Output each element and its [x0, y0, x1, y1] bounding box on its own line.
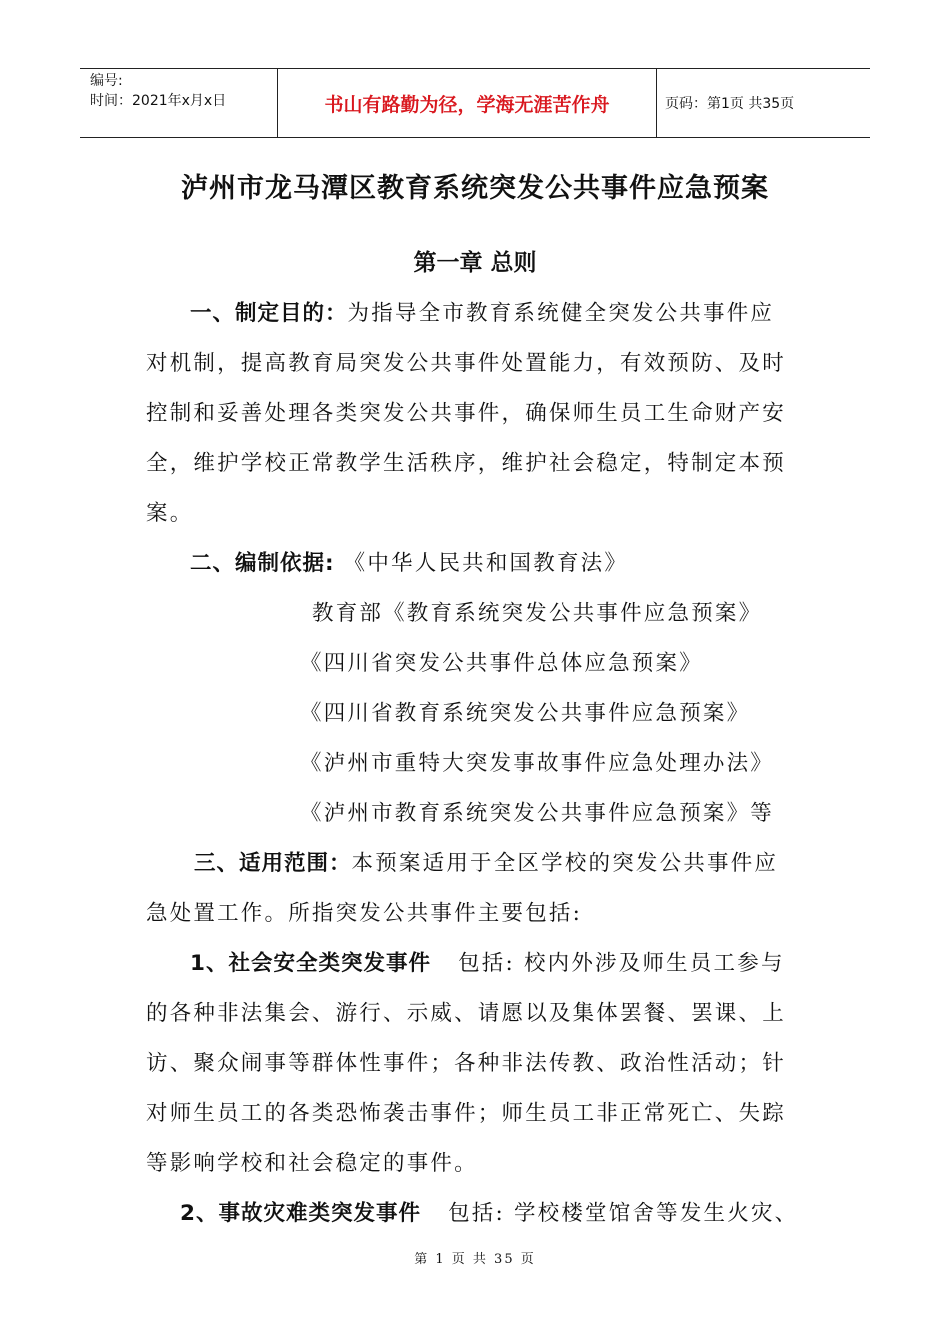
- basis-item: 教育部《教育系统突发公共事件应急预案》: [312, 601, 763, 626]
- section1-text: 为指导全市教育系统健全突发公共事件应: [347, 301, 775, 326]
- basis-item: 《中华人民共和国教育法》: [343, 551, 629, 576]
- header-slogan: 书山有路勤为径，学海无涯苦作舟: [278, 69, 657, 137]
- section3-line2: 急处置工作。所指突发公共事件主要包括:: [146, 901, 583, 926]
- item1-heading: 1、社会安全类突发事件: [190, 951, 431, 976]
- page-footer: 第 1 页 共 35 页: [414, 1252, 536, 1267]
- section1-line5: 案。: [146, 501, 194, 526]
- basis-item: 《四川省教育系统突发公共事件应急预案》: [300, 701, 751, 726]
- section1-line2: 对机制，提高教育局突发公共事件处置能力，有效预防、及时: [146, 351, 786, 376]
- section2-line1: [190, 546, 628, 577]
- item1-line2: 的各种非法集会、游行、示威、请愿以及集体罢餐、罢课、上: [146, 1001, 786, 1026]
- item1-line1: [190, 946, 785, 977]
- time-label: 时间：2021年x月x日: [90, 93, 227, 109]
- item2-heading: 2、事故灾难类突发事件: [180, 1201, 421, 1226]
- page-header: [80, 68, 870, 138]
- section3-line1: [194, 846, 778, 877]
- section3-heading: 三、适用范围：: [194, 851, 352, 876]
- number-label: 编号:: [90, 73, 123, 89]
- item1-line5: 等影响学校和社会稳定的事件。: [146, 1151, 478, 1176]
- item1-text: 包括: 校内外涉及师生员工参与: [458, 951, 785, 976]
- section2-heading: 二、编制依据:: [190, 551, 335, 576]
- section1-line4: 全，维护学校正常教学生活秩序，维护社会稳定，特制定本预: [146, 451, 786, 476]
- header-meta: [80, 69, 278, 137]
- section1-line3: 控制和妥善处理各类突发公共事件，确保师生员工生命财产安: [146, 401, 786, 426]
- item1-line4: 对师生员工的各类恐怖袭击事件；师生员工非正常死亡、失踪: [146, 1101, 786, 1126]
- basis-item: 《泸州市教育系统突发公共事件应急预案》等: [300, 801, 775, 826]
- basis-item: 《四川省突发公共事件总体应急预案》: [300, 651, 703, 676]
- item1-line3: 访、聚众闹事等群体性事件；各种非法传教、政治性活动；针: [146, 1051, 786, 1076]
- chapter-heading: 第一章 总则: [413, 250, 537, 276]
- header-page-info: 页码：第1页 共35页: [665, 96, 795, 112]
- section1-line1: [190, 296, 774, 327]
- item2-line1: [180, 1196, 798, 1227]
- basis-item: 《泸州市重特大突发事故事件应急处理办法》: [300, 751, 775, 776]
- document-title: 泸州市龙马潭区教育系统突发公共事件应急预案: [181, 173, 769, 204]
- section1-heading: 一、制定目的：: [190, 301, 348, 326]
- section3-text: 本预案适用于全区学校的突发公共事件应: [351, 851, 779, 876]
- item2-text: 包括: 学校楼堂馆舍等发生火灾、: [448, 1201, 799, 1226]
